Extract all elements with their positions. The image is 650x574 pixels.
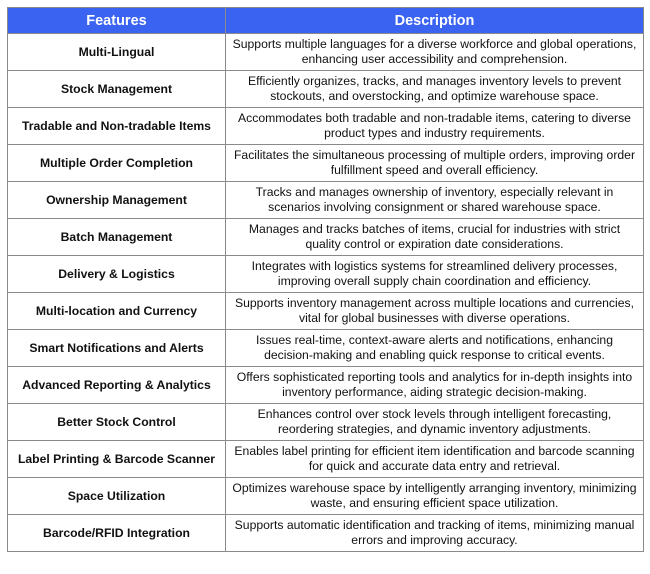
table-row [8,182,644,219]
table-row [8,145,644,182]
table-row [8,478,644,515]
features-table [7,7,644,552]
feature-cell: Batch Management [8,219,226,256]
table-row [8,515,644,552]
table-row [8,219,644,256]
feature-cell: Tradable and Non-tradable Items [8,108,226,145]
feature-cell: Multi-location and Currency [8,293,226,330]
feature-cell: Multiple Order Completion [8,145,226,182]
description-cell: Optimizes warehouse space by intelligently arranging inventory, minimizing waste, and ensuring efficient space utilization. [226,478,644,515]
table-header-row [8,8,644,34]
table-row [8,293,644,330]
table-row [8,367,644,404]
description-cell: Enhances control over stock levels through intelligent forecasting, reordering strategies, and dynamic inventory adjustments. [226,404,644,441]
table-row [8,441,644,478]
feature-cell: Label Printing & Barcode Scanner [8,441,226,478]
feature-cell: Multi-Lingual [8,34,226,71]
table-row [8,108,644,145]
description-cell: Enables label printing for efficient item identification and barcode scanning for quick and accurate data entry and retrieval. [226,441,644,478]
description-cell: Integrates with logistics systems for streamlined delivery processes, improving overall supply chain coordination and efficiency. [226,256,644,293]
description-cell: Accommodates both tradable and non-tradable items, catering to diverse product types and industry requirements. [226,108,644,145]
features-table-container [7,7,643,567]
feature-cell: Barcode/RFID Integration [8,515,226,552]
table-row [8,330,644,367]
header-description: Description [226,8,644,34]
description-cell: Supports inventory management across multiple locations and currencies, vital for global businesses with diverse operations. [226,293,644,330]
description-cell: Supports multiple languages for a diverse workforce and global operations, enhancing user accessibility and comprehension. [226,34,644,71]
header-features: Features [8,8,226,34]
description-cell: Offers sophisticated reporting tools and analytics for in-depth insights into inventory performance, aiding strategic decision-making. [226,367,644,404]
feature-cell: Space Utilization [8,478,226,515]
table-row [8,71,644,108]
description-cell: Supports automatic identification and tracking of items, minimizing manual errors and improving accuracy. [226,515,644,552]
description-cell: Efficiently organizes, tracks, and manages inventory levels to prevent stockouts, and overstocking, and optimize warehouse space. [226,71,644,108]
feature-cell: Smart Notifications and Alerts [8,330,226,367]
description-cell: Issues real-time, context-aware alerts and notifications, enhancing decision-making and enabling quick response to critical events. [226,330,644,367]
table-row [8,256,644,293]
table-row [8,34,644,71]
description-cell: Facilitates the simultaneous processing of multiple orders, improving order fulfillment speed and overall efficiency. [226,145,644,182]
feature-cell: Advanced Reporting & Analytics [8,367,226,404]
feature-cell: Stock Management [8,71,226,108]
feature-cell: Better Stock Control [8,404,226,441]
feature-cell: Ownership Management [8,182,226,219]
table-row [8,404,644,441]
description-cell: Tracks and manages ownership of inventory, especially relevant in scenarios involving consignment or shared warehouse space. [226,182,644,219]
description-cell: Manages and tracks batches of items, crucial for industries with strict quality control or expiration date considerations. [226,219,644,256]
feature-cell: Delivery & Logistics [8,256,226,293]
